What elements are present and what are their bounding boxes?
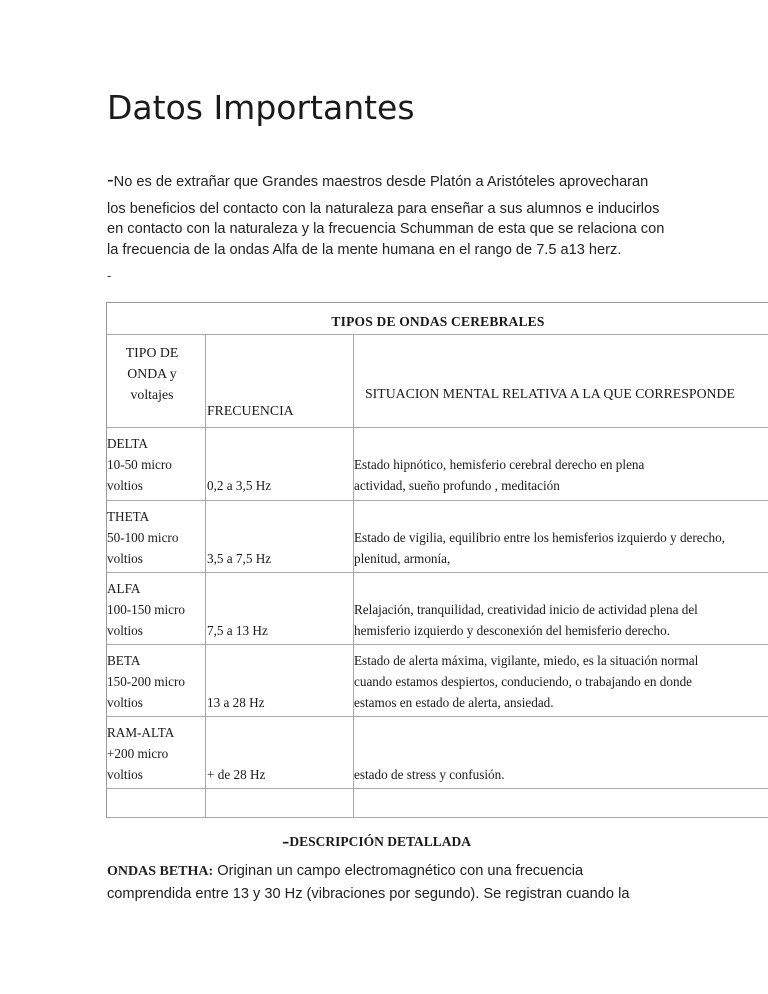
row-alfa-situation (354, 599, 698, 641)
type-line: BETA (107, 653, 141, 668)
table-col-divider-1 (205, 334, 206, 818)
situation-line: Estado de alerta máxima, vigilante, miedo, es la situación normal (354, 653, 699, 668)
intro-dash: - (107, 169, 114, 191)
situation-line: Estado hipnótico, hemisferio cerebral derecho en plena (354, 457, 645, 472)
description-heading-text: DESCRIPCIÓN DETALLADA (289, 834, 471, 849)
table-title: TIPOS DE ONDAS CEREBRALES (331, 314, 545, 329)
header-type-line: voltajes (130, 387, 174, 402)
type-line: 100-150 micro (107, 602, 186, 617)
description-dash: - (282, 828, 290, 853)
type-line: THETA (107, 509, 150, 524)
intro-line-2: los beneficios del contacto con la naturaleza para enseñar a sus alumnos e inducirlos (107, 200, 660, 217)
table-row-divider (107, 716, 768, 717)
row-beta-situation (354, 650, 698, 713)
intro-line-3: en contacto con la naturaleza y la frecuencia Schumman de esta que se relaciona con (107, 221, 665, 237)
situation-line: actividad, sueño profundo , meditación (354, 478, 560, 493)
table-row-divider (107, 500, 768, 501)
description-line-2: comprendida entre 13 y 30 Hz (vibraciones por segundo). Se registran cuando la (107, 886, 630, 902)
description-heading (282, 828, 471, 854)
type-line: voltios (107, 551, 143, 566)
header-situation: SITUACION MENTAL RELATIVA A LA QUE CORRESPONDE (365, 386, 735, 401)
type-line: voltios (107, 767, 143, 782)
table-row-divider (107, 788, 768, 789)
header-type (107, 342, 197, 405)
situation-line: hemisferio izquierdo y desconexión del hemisferio derecho. (354, 623, 671, 638)
header-frequency: FRECUENCIA (207, 403, 294, 418)
intro-trailing-dash: - (107, 268, 112, 283)
table-row-divider (107, 334, 768, 335)
type-line: 10-50 micro (107, 457, 172, 472)
table-col-divider-2 (353, 334, 354, 818)
row-delta-type (107, 433, 172, 496)
row-beta-type (107, 650, 185, 713)
type-line: RAM-ALTA (107, 725, 175, 740)
row-alfa-type (107, 578, 185, 641)
situation-line: Relajación, tranquilidad, creatividad inicio de actividad plena del (354, 602, 698, 617)
intro-line-4: la frecuencia de la ondas Alfa de la mente humana en el rango de 7.5 a13 herz. (107, 241, 622, 258)
table-row-divider (107, 644, 768, 645)
description-paragraph (107, 860, 667, 905)
row-theta-type (107, 506, 178, 569)
situation-line: estamos en estado de alerta, ansiedad. (354, 695, 554, 710)
type-line: DELTA (107, 436, 148, 451)
table-bottom-border (107, 817, 768, 818)
header-type-line: TIPO DE (125, 345, 179, 360)
type-line: 150-200 micro (107, 674, 186, 689)
intro-paragraph (107, 169, 667, 260)
type-line: 50-100 micro (107, 530, 179, 545)
type-line: voltios (107, 478, 143, 493)
page-title: Datos Importantes (107, 88, 415, 127)
row-theta-frequency: 3,5 a 7,5 Hz (207, 551, 272, 566)
row-alfa-frequency: 7,5 a 13 Hz (207, 623, 268, 638)
row-beta-frequency: 13 a 28 Hz (207, 695, 265, 710)
situation-line: plenitud, armonía, (354, 551, 451, 566)
type-line: +200 micro (107, 746, 169, 761)
description-line-1: Originan un campo electromagnético con una frecuencia (213, 863, 584, 879)
brainwave-table (106, 302, 768, 818)
type-line: ALFA (107, 581, 141, 596)
row-theta-situation (354, 527, 725, 569)
row-ramalta-frequency: + de 28 Hz (207, 767, 266, 782)
row-ramalta-type (107, 722, 174, 785)
type-line: voltios (107, 695, 143, 710)
situation-line: Estado de vigilia, equilibrio entre los hemisferios izquierdo y derecho, (354, 530, 725, 545)
row-delta-frequency: 0,2 a 3,5 Hz (207, 478, 272, 493)
situation-line: cuando estamos despiertos, conduciendo, o trabajando en donde (354, 674, 693, 689)
intro-line-1: No es de extrañar que Grandes maestros desde Platón a Aristóteles aprovecharan (113, 174, 649, 190)
header-type-line: ONDA y (127, 366, 177, 381)
table-row-divider (107, 572, 768, 573)
table-row-divider (107, 427, 768, 428)
row-delta-situation (354, 454, 644, 496)
type-line: voltios (107, 623, 143, 638)
description-label: ONDAS BETHA: (107, 864, 214, 879)
situation-line: estado de stress y confusión. (354, 767, 505, 782)
row-ramalta-situation (354, 764, 505, 785)
